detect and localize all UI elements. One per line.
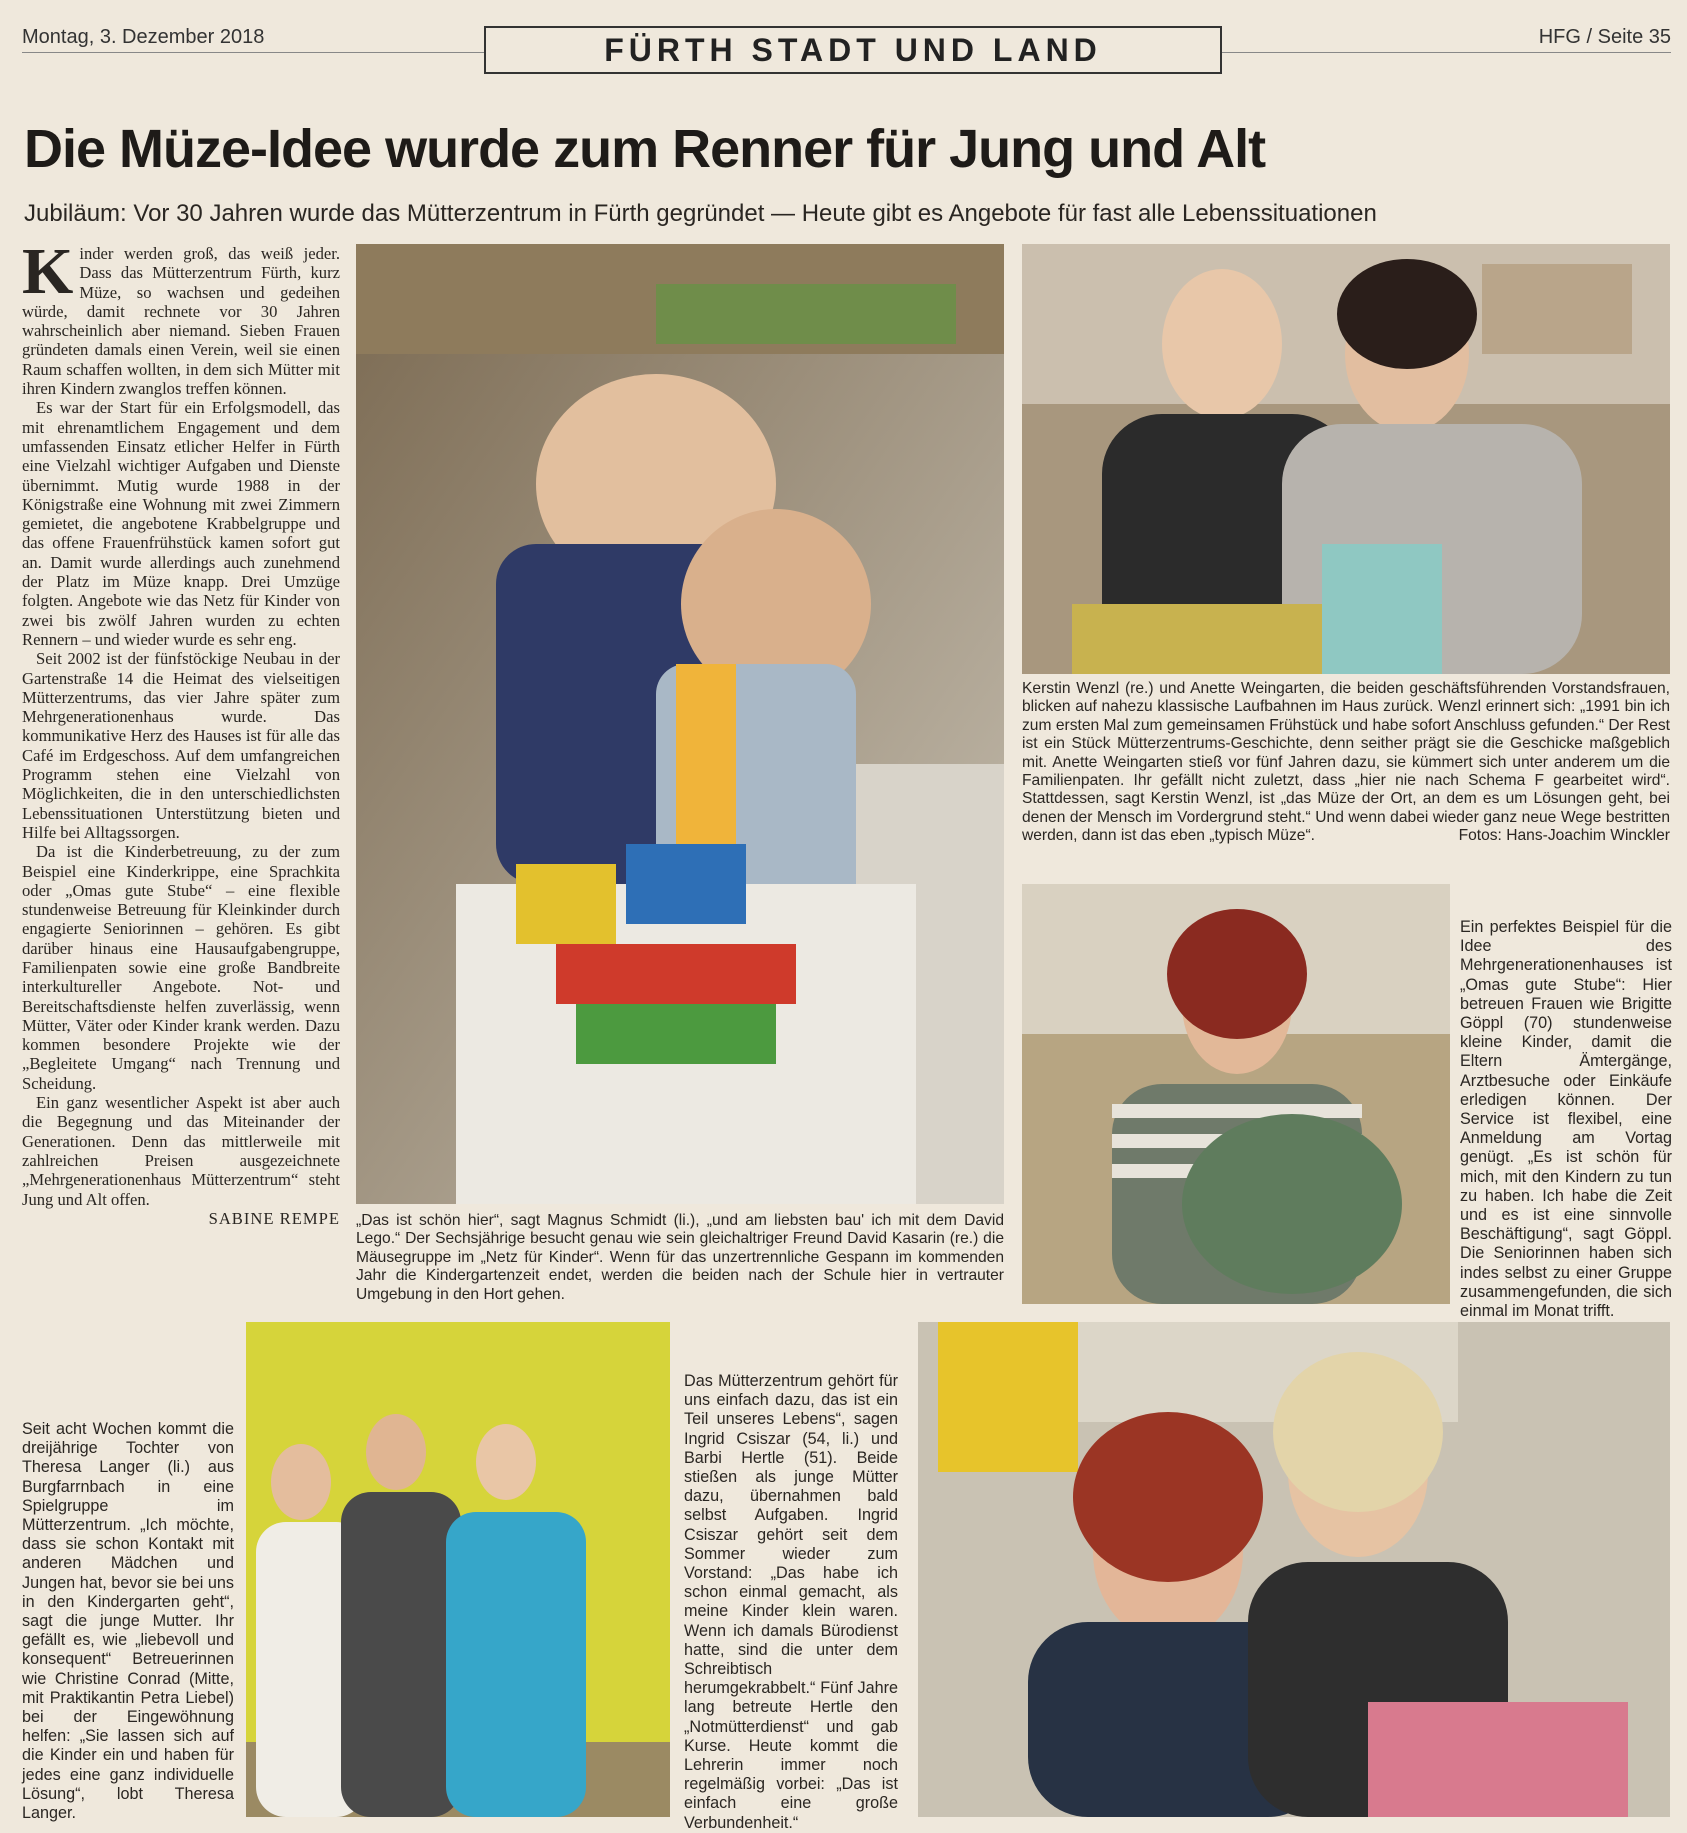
- photo-senior-woman: [1022, 884, 1450, 1304]
- paragraph: Seit 2002 ist der fünfstöckige Neubau in der Gartenstraße 14 die Heimat des vielseitigen Mütterzentrums, das vier Jahre später zum Mehrgenerationenhaus wurde. Das kommunikative Herz des Hauses ist für alle das Café im Erdgeschoss. Auf dem umfangreichen Programm stehen eine Vielzahl von Möglichkeiten, die in den unterschiedlichsten Lebenssituationen Unterstützung bieten und Hilfe bei Alltagssorgen.: [22, 649, 340, 842]
- paragraph: Kinder werden groß, das weiß jeder. Dass das Mütterzentrum Fürth, kurz Müze, so wachsen und gedeihen würde, damit rechnete vor 30 Jahren wahrscheinlich aber niemand. Sieben Frauen gründeten damals einen Verein, weil sie einen Raum schaffen wollten, in dem sich Mütter mit ihren Kindern zwanglos treffen können.: [22, 244, 340, 399]
- dropcap: K: [22, 244, 74, 308]
- headline: Die Müze-Idee wurde zum Renner für Jung und Alt: [24, 119, 1266, 179]
- caption-csiszar: Das Mütterzentrum gehört für uns einfach dazu, das ist ein Teil unseres Lebens“, sagen Ingrid Csiszar (54, li.) und Barbi Hertle (51). Beide stießen als junge Mütter dazu, übernahmen bald selbst Aufgaben. Ingrid Csiszar gehört seit dem Sommer wieder zum Vorstand: „Das habe ich schon einmal gemacht, als meine Kinder klein waren. Wenn ich damals Bürodienst hatte, sind die unter dem Schreibtisch herumgekrabbelt.“ Fünf Jahre lang betreute Hertle den „Notmütterdienst“ und gab Kurse. Heute kommt die Lehrerin immer noch regelmäßig vorbei: „Das ist einfach eine große Verbundenheit.“: [684, 1372, 898, 1832]
- paragraph: Ein ganz wesentlicher Aspekt ist aber auch die Begegnung und das Miteinander der Generationen. Denn das mittlerweile mit zahlreichen Preisen ausgezeichnete „Mehrgenerationenhaus Mütterzentrum“ steht Jung und Alt offen.: [22, 1093, 340, 1209]
- photo-two-women-documents: [918, 1322, 1670, 1817]
- photo-children-lego: [356, 244, 1004, 1204]
- photo-board-women: [1022, 244, 1670, 674]
- caption-spielgruppe: Seit acht Wochen kommt die dreijährige Tochter von Theresa Langer (li.) aus Burgfarrnbach in eine Spielgruppe im Mütterzentrum. „Ich möchte, dass sie schon Kontakt mit anderen Mädchen und Jungen hat, bevor sie bei uns in den Kindergarten geht“, sagt die junge Mutter. Ihr gefällt es, wie „liebevoll und konsequent“ Betreuerinnen wie Christine Conrad (Mitte, mit Praktikantin Petra Liebel) bei der Eingewöhnung helfen: „Sie lassen sich auf die Kinder ein und haben für jedes eine ganz individuelle Lösung“, lobt Theresa Langer.: [22, 1420, 234, 1823]
- author-byline: SABINE REMPE: [208, 1208, 340, 1228]
- subheadline: Jubiläum: Vor 30 Jahren wurde das Mütterzentrum in Fürth gegründet — Heute gibt es Angebote für fast alle Lebenssituationen: [24, 200, 1377, 227]
- section-title: FÜRTH STADT UND LAND: [484, 26, 1222, 74]
- paragraph: Es war der Start für ein Erfolgsmodell, das mit ehrenamtlichem Engagement und dem umfassenden Einsatz etlicher Helfer in Fürth eine Vielzahl wichtiger Aufgaben und Dienste übernimmt. Mutig wurde 1988 in der Königstraße eine Wohnung mit zwei Zimmern gemietet, die angebotene Krabbelgruppe und das offene Frauenfrühstück kamen sofort gut an. Damit wurde allerdings auch zunehmend der Platz im Müze knapp. Drei Umzüge folgten. Angebote wie das Netz für Kinder von zwei bis zwölf Jahren wurden zu echten Rennern – und wieder wurde es sehr eng.: [22, 398, 340, 649]
- page-number: HFG / Seite 35: [1538, 26, 1671, 48]
- caption-lego: „Das ist schön hier“, sagt Magnus Schmidt (li.), „und am liebsten bau' ich mit dem David Lego.“ Der Sechsjährige besucht genau wie sein gleichaltriger Freund David Kasarin (re.) die Mäusegruppe im „Netz für Kinder“. Wenn für das unzertrennliche Gespann im kommenden Jahr die Kindergartenzeit endet, werden die beiden nach der Schule hier in vertrauter Umgebung in den Hort gehen.: [356, 1212, 1004, 1303]
- caption-omas: Ein perfektes Beispiel für die Idee des Mehrgenerationenhauses ist „Omas gute Stube“: Hier betreuen Frauen wie Brigitte Göppl (70) stundenweise kleine Kinder, damit die Eltern Ämtergänge, Arztbesuche oder Einkäufe erledigen können. Der Service ist flexibel, eine Anmeldung am Vortag genügt. „Es ist schön für mich, mit den Kindern zu tun zu haben. Ich habe die Zeit und es ist eine sinnvolle Beschäftigung“, sagt Göppl. Die Seniorinnen haben sich indes selbst zu einer Gruppe zusammengefunden, die sich einmal im Monat trifft.: [1460, 918, 1672, 1321]
- caption-board: Kerstin Wenzl (re.) und Anette Weingarten, die beiden geschäftsführenden Vorstandsfrauen, blicken auf nahezu klassische Laufbahnen im Haus zurück. Wenzl erinnert sich: „1991 bin ich zum ersten Mal zum gemeinsamen Frühstück und habe sofort Anschluss gefunden.“ Der Rest ist ein Stück Mütterzentrums-Geschichte, denn seither prägt sie die Geschicke maßgeblich mit. Anette Weingarten stieß vor fünf Jahren dazu, sie kümmert sich unter anderem um die Familienpaten. Ihr gefällt nicht zuletzt, dass „hier nie nach Schema F gearbeitet wird“. Stattdessen, sagt Kerstin Wenzl, ist „das Müze der Ort, an dem es um Lösungen geht, bei denen der Mensch im Vordergrund steht.“ Und wenn dabei wieder ganz neue Wege bestritten werden, dann ist das eben „typisch Müze“. Fotos: Hans-Joachim Winckler: [1022, 680, 1670, 845]
- article-body: [22, 244, 340, 1304]
- photo-playgroup: [246, 1322, 670, 1817]
- photo-credit: Fotos: Hans-Joachim Winckler: [1458, 827, 1670, 845]
- paragraph: Da ist die Kinderbetreuung, zu der zum Beispiel eine Kinderkrippe, eine Sprachkita oder „Omas gute Stube“ – eine flexible stundenweise Betreuung für Kleinkinder durch engagierte Seniorinnen – gehören. Es gibt darüber hinaus eine Hausaufgabengruppe, Familienpaten sowie eine große Bandbreite interkultureller Angebote. Not- und Bereitschaftsdienste helfen zuverlässig, wenn Mütter, Väter oder Kinder krank werden. Dazu kommen besondere Projekte wie der „Begleitete Umgang“ nach Trennung und Scheidung.: [22, 842, 340, 1093]
- issue-date: Montag, 3. Dezember 2018: [22, 26, 265, 48]
